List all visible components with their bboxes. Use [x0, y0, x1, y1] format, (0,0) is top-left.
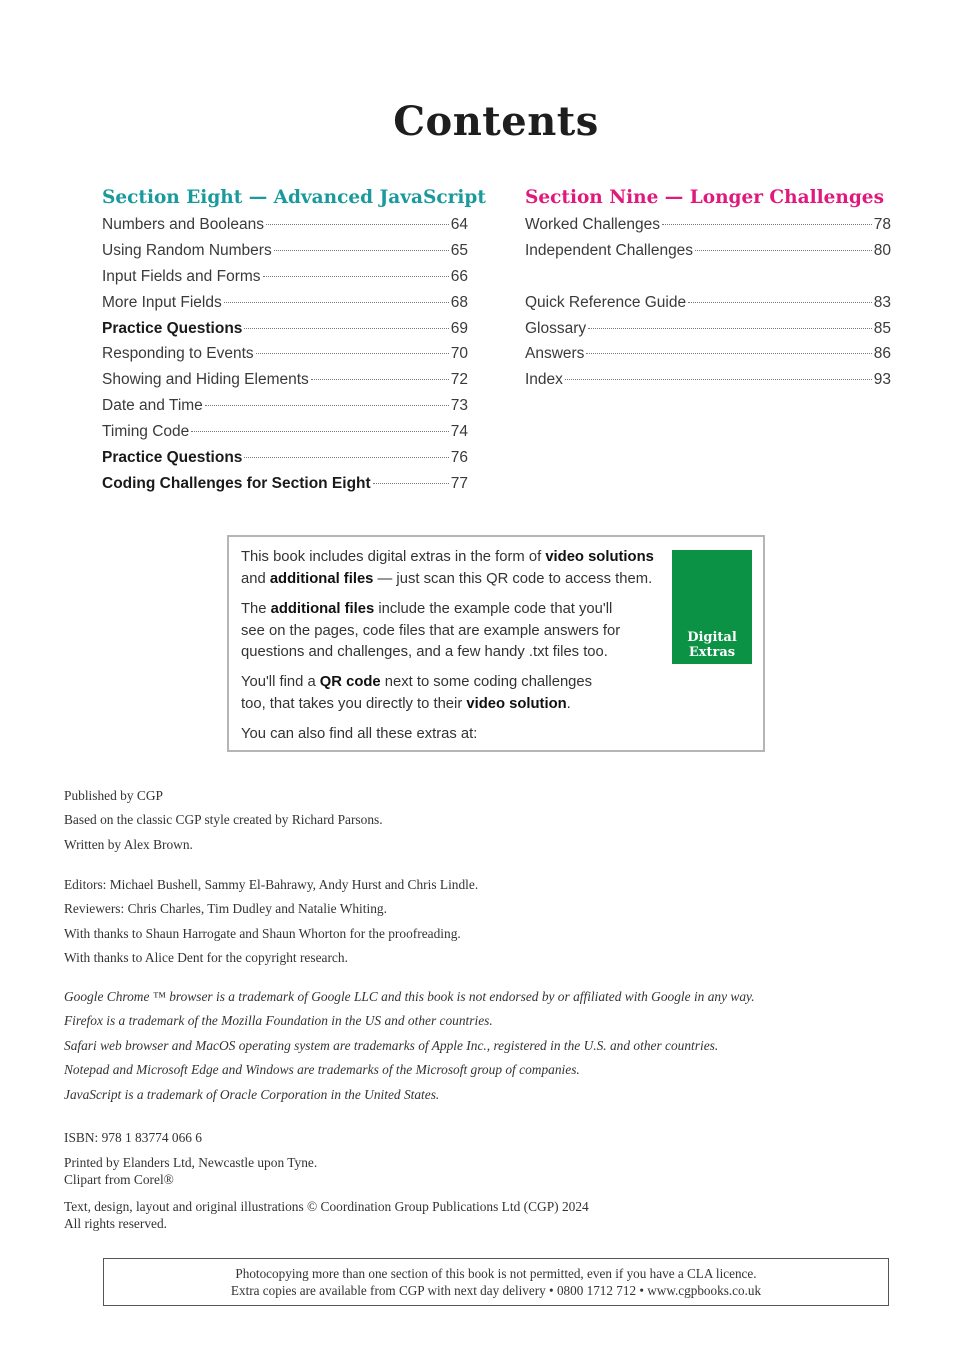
dot-leader — [205, 405, 449, 406]
text: too, that takes you directly to their — [241, 695, 467, 712]
rights-text: All rights reserved. — [64, 1216, 168, 1231]
contributor-line: With thanks to Alice Dent for the copyright research. — [64, 950, 348, 966]
dot-leader — [311, 379, 449, 380]
toc-entry[interactable] — [525, 290, 891, 316]
photocopy-notice-box — [103, 1258, 889, 1306]
isbn — [64, 1126, 202, 1150]
extras-paragraph-4: You can also find all these extras at: — [241, 726, 478, 742]
page-title: Contents — [393, 98, 599, 145]
text: next to some coding challenges — [380, 674, 593, 690]
dot-leader — [263, 276, 449, 277]
bold-text: additional files — [270, 601, 375, 617]
dot-leader — [224, 302, 449, 303]
credit-line: Written by Alex Brown. — [64, 836, 193, 852]
toc-entry[interactable] — [102, 238, 468, 264]
spacer — [525, 264, 891, 290]
extras-paragraph-3 — [241, 672, 592, 715]
toc-entry-page: 64 — [450, 216, 468, 233]
digital-extras-qr-badge[interactable] — [672, 550, 752, 664]
contributor-line: Editors: Michael Bushell, Sammy El-Bahrawy, Andy Hurst and Chris Lindle. — [64, 877, 479, 892]
copyright-info — [64, 1198, 589, 1232]
toc-entry-label: Glossary — [525, 319, 587, 337]
toc-entry[interactable] — [102, 367, 468, 393]
dot-leader — [266, 224, 449, 225]
toc-entry[interactable] — [102, 419, 468, 445]
toc-entry-page: 86 — [873, 345, 891, 363]
credit-line: Based on the classic CGP style created by Richard Parsons. — [64, 812, 383, 828]
section-eight-toc — [102, 184, 486, 497]
bold-text: video solutions — [545, 549, 654, 565]
text: questions and challenges, and a few handy .txt files too. — [241, 644, 608, 660]
toc-entry-page: 93 — [873, 371, 891, 389]
dot-leader — [586, 353, 871, 354]
toc-entry[interactable] — [102, 471, 468, 497]
toc-entry[interactable] — [525, 212, 891, 238]
isbn-text: ISBN: 978 1 83774 066 6 — [64, 1130, 203, 1145]
toc-entry-label: More Input Fields — [102, 293, 222, 311]
trademark-line: Notepad and Microsoft Edge and Windows are trademarks of the Microsoft group of companies. — [64, 1062, 580, 1078]
toc-entry[interactable] — [525, 367, 891, 393]
extras-paragraph-1 — [241, 547, 654, 590]
dot-leader — [588, 328, 872, 329]
digital-extras-box — [227, 535, 765, 752]
contributor-line: Reviewers: Chris Charles, Tim Dudley and Natalie Whiting. — [64, 901, 387, 917]
dot-leader — [688, 302, 872, 303]
text: see on the pages, code files that are example answers for — [241, 622, 621, 639]
toc-entry-page: 68 — [450, 293, 468, 311]
credit-line: Published by CGP — [64, 788, 163, 803]
toc-entry-label: Answers — [525, 345, 585, 363]
toc-entry-label: Coding Challenges for Section Eight — [102, 474, 371, 492]
printer-info — [64, 1154, 317, 1188]
bold-text: video solution — [466, 695, 567, 712]
text: This book includes digital extras in the form of — [241, 549, 546, 565]
contributor-line: With thanks to Shaun Harrogate and Shaun Whorton for the proofreading. — [64, 925, 461, 941]
dot-leader — [191, 431, 448, 432]
toc-entry-label: Independent Challenges — [525, 241, 694, 259]
toc-entry-label: Showing and Hiding Elements — [102, 371, 309, 389]
toc-entry[interactable] — [102, 393, 468, 419]
dot-leader — [274, 250, 449, 251]
toc-entry-label: Quick Reference Guide — [525, 293, 687, 311]
dot-leader — [244, 457, 448, 458]
toc-entry-label: Index — [525, 371, 563, 389]
toc-entry-label: Numbers and Booleans — [102, 216, 264, 233]
trademark-line: Google Chrome ™ browser is a trademark of Google LLC and this book is not endorsed by or affiliated with Google in any way. — [64, 989, 755, 1004]
toc-entry-page: 69 — [450, 319, 468, 337]
toc-entry[interactable] — [102, 264, 468, 290]
toc-entry[interactable] — [102, 316, 468, 342]
toc-entry-page: 76 — [450, 449, 468, 467]
text: include the example code that you'll — [374, 601, 613, 617]
footer-line-1: Photocopying more than one section of this book is not permitted, even if you have a CLA licence. — [235, 1266, 757, 1281]
toc-entry-page: 77 — [450, 474, 468, 492]
toc-entry[interactable] — [525, 238, 891, 264]
publishing-credits — [64, 784, 383, 857]
printed-by: Printed by Elanders Ltd, Newcastle upon Tyne. — [64, 1155, 318, 1170]
contributors — [64, 873, 478, 971]
section-nine-heading: Section Nine — Longer Challenges — [525, 187, 884, 208]
toc-entry-page: 85 — [873, 319, 891, 337]
text: . — [566, 695, 571, 712]
toc-entry[interactable] — [102, 290, 468, 316]
dot-leader — [244, 328, 448, 329]
text: — just scan this QR code to access them. — [373, 570, 653, 587]
text: You'll find a — [241, 674, 320, 690]
trademark-line: JavaScript is a trademark of Oracle Corporation in the United States. — [64, 1086, 440, 1102]
toc-entry-page: 83 — [873, 293, 891, 311]
toc-entry-page: 73 — [450, 397, 468, 415]
badge-line-1: Digital — [687, 630, 737, 645]
text: and — [241, 570, 270, 587]
toc-entry-page: 70 — [450, 345, 468, 363]
toc-entry[interactable] — [102, 445, 468, 471]
text: The — [241, 601, 271, 617]
toc-entry-label: Practice Questions — [102, 449, 243, 467]
trademark-line: Firefox is a trademark of the Mozilla Foundation in the US and other countries. — [64, 1013, 493, 1029]
trademark-notices — [64, 985, 755, 1107]
toc-entry[interactable] — [525, 341, 891, 367]
dot-leader — [373, 483, 449, 484]
dot-leader — [256, 353, 449, 354]
toc-entry-page: 65 — [450, 241, 468, 259]
dot-leader — [662, 224, 872, 225]
toc-entry-label: Input Fields and Forms — [102, 267, 261, 285]
trademark-line: Safari web browser and MacOS operating system are trademarks of Apple Inc., registered in the U.S. and other countries. — [64, 1037, 719, 1053]
toc-entry-page: 66 — [450, 267, 468, 285]
extras-paragraph-2 — [241, 599, 620, 664]
bold-text: additional files — [269, 570, 374, 587]
dot-leader — [565, 379, 872, 380]
toc-entry-page: 80 — [873, 241, 891, 259]
toc-entry[interactable] — [525, 316, 891, 342]
toc-entry-label: Date and Time — [102, 397, 203, 415]
toc-entry-label: Timing Code — [102, 423, 190, 441]
badge-line-2: Extras — [688, 645, 736, 660]
clipart-credit: Clipart from Corel® — [64, 1172, 174, 1187]
toc-entry-label: Worked Challenges — [525, 216, 660, 233]
section-nine-toc — [525, 184, 891, 393]
toc-entry-page: 78 — [873, 216, 891, 233]
toc-entry-label: Responding to Events — [102, 345, 254, 363]
bold-text: QR code — [319, 674, 381, 690]
dot-leader — [695, 250, 872, 251]
footer-line-2: Extra copies are available from CGP with next day delivery • 0800 1712 712 • www.cgpbooks.co.uk — [230, 1283, 762, 1298]
toc-entry-page: 72 — [450, 371, 468, 389]
toc-entry-label: Using Random Numbers — [102, 241, 272, 259]
toc-entry[interactable] — [102, 212, 468, 238]
toc-entry[interactable] — [102, 341, 468, 367]
toc-entry-label: Practice Questions — [102, 319, 243, 337]
section-eight-heading: Section Eight — Advanced JavaScript — [102, 187, 486, 208]
copyright-text: Text, design, layout and original illustrations © Coordination Group Publications Ltd (CGP) 2024 — [64, 1199, 589, 1214]
toc-entry-page: 74 — [450, 423, 468, 441]
